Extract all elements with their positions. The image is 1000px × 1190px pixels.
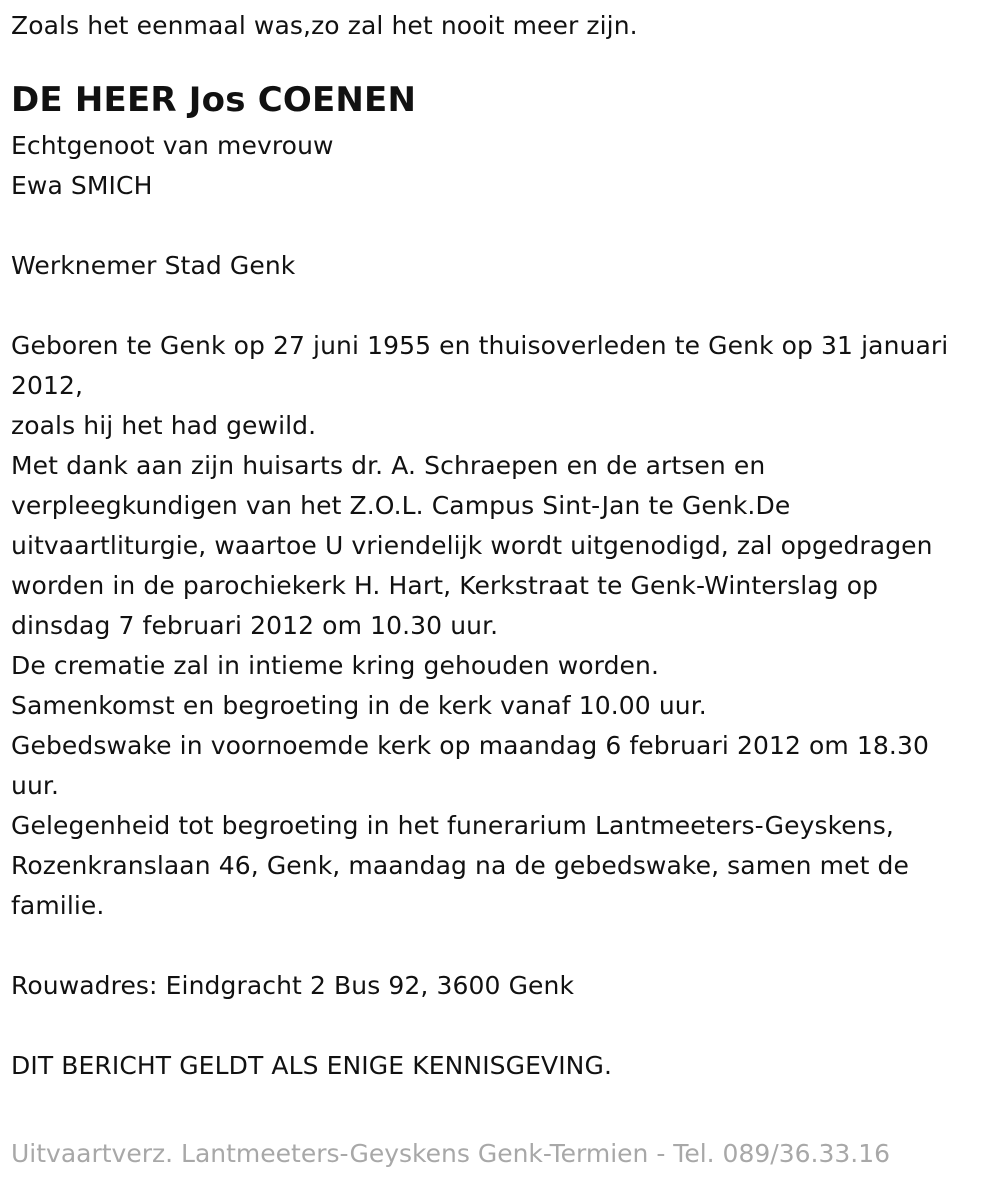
- spacer: [11, 206, 991, 246]
- spacer: [11, 1006, 991, 1046]
- body-line: Gelegenheid tot begroeting in het funerarium Lantmeeters-Geyskens,: [11, 811, 894, 840]
- spacer: [11, 926, 991, 966]
- name-heading: DE HEER Jos COENEN: [11, 80, 417, 120]
- body-line: verpleegkundigen van het Z.O.L. Campus Sint-Jan te Genk.De: [11, 491, 791, 520]
- body-line: dinsdag 7 februari 2012 om 10.30 uur.: [11, 611, 499, 640]
- body-line: Gebedswake in voornoemde kerk op maandag 6 februari 2012 om 18.30: [11, 731, 929, 760]
- motto: Zoals het eenmaal was,zo zal het nooit meer zijn.: [11, 11, 638, 40]
- notice-body: [11, 326, 991, 926]
- body-line: De crematie zal in intieme kring gehouden worden.: [11, 651, 660, 680]
- body-line: zoals hij het had gewild.: [11, 411, 317, 440]
- funeral-home-footer: Uitvaartverz. Lantmeeters-Geyskens Genk-Termien - Tel. 089/36.33.16: [11, 1139, 891, 1168]
- body-line: familie.: [11, 891, 105, 920]
- body-line: worden in de parochiekerk H. Hart, Kerkstraat te Genk-Winterslag op: [11, 571, 879, 600]
- body-line: uur.: [11, 771, 60, 800]
- mourning-address: Rouwadres: Eindgracht 2 Bus 92, 3600 Genk: [11, 971, 575, 1000]
- body-line: 2012,: [11, 371, 84, 400]
- body-line: Samenkomst en begroeting in de kerk vanaf 10.00 uur.: [11, 691, 707, 720]
- death-notice: [11, 6, 991, 1086]
- body-line: Rozenkranslaan 46, Genk, maandag na de gebedswake, samen met de: [11, 851, 909, 880]
- spouse-line-1: Echtgenoot van mevrouw: [11, 131, 334, 160]
- spacer: [11, 286, 991, 326]
- body-line: uitvaartliturgie, waartoe U vriendelijk wordt uitgenodigd, zal opgedragen: [11, 531, 933, 560]
- occupation: Werknemer Stad Genk: [11, 251, 296, 280]
- spouse-line-2: Ewa SMICH: [11, 171, 153, 200]
- body-line: Met dank aan zijn huisarts dr. A. Schraepen en de artsen en: [11, 451, 766, 480]
- notice-statement: DIT BERICHT GELDT ALS ENIGE KENNISGEVING.: [11, 1051, 612, 1080]
- body-line: Geboren te Genk op 27 juni 1955 en thuisoverleden te Genk op 31 januari: [11, 331, 949, 360]
